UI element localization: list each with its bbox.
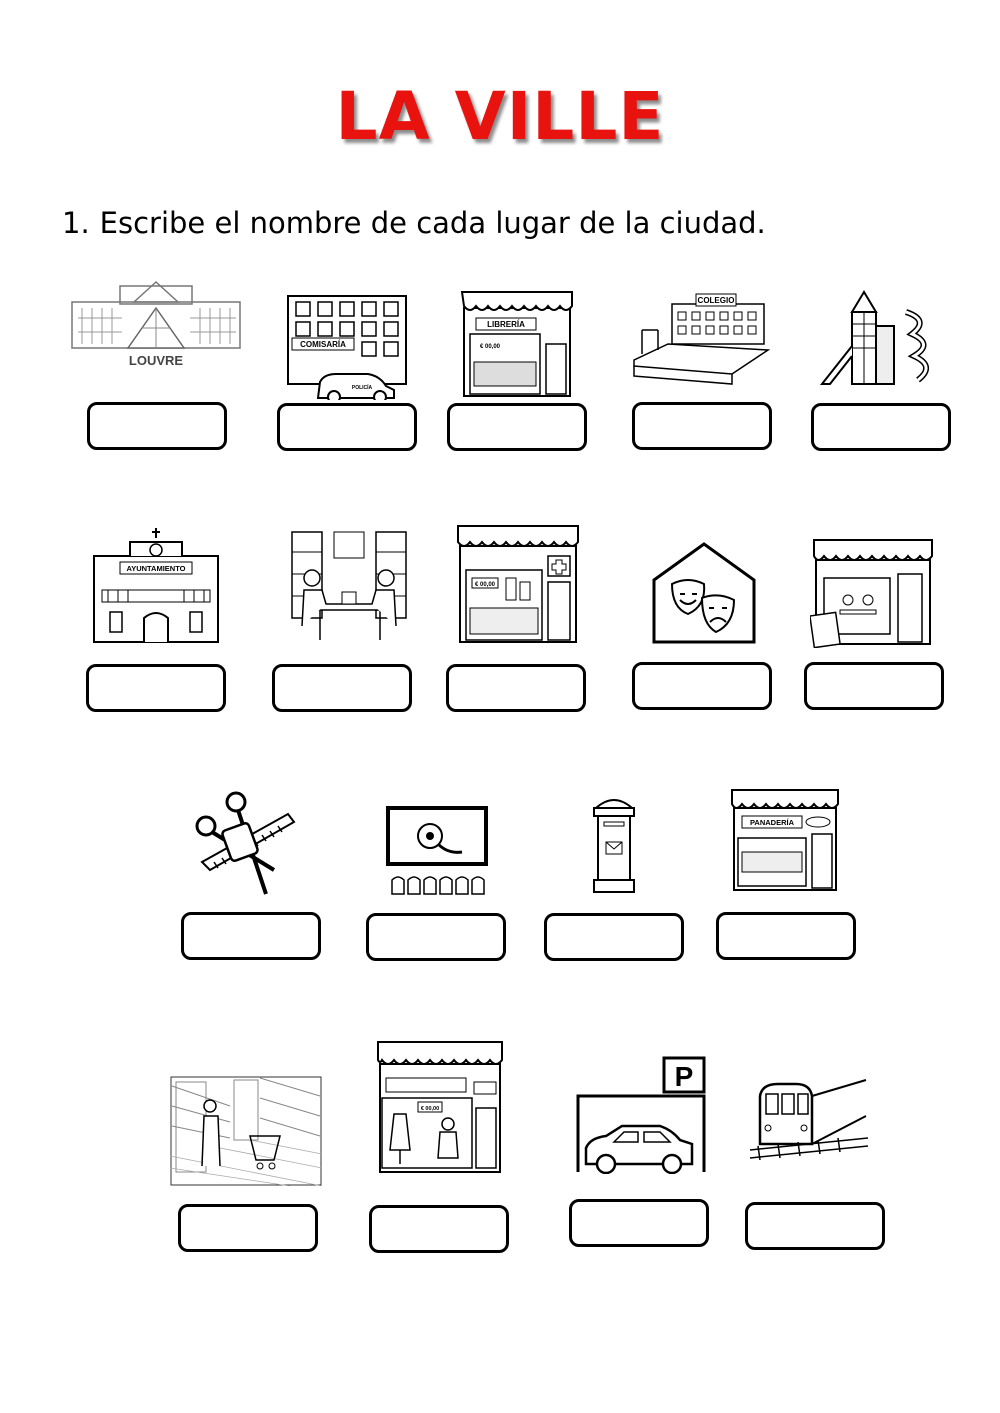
town-hall-illustration <box>90 526 222 644</box>
pharmacy-illustration <box>456 524 580 644</box>
parking-illustration <box>576 1056 706 1174</box>
bookshop-illustration <box>460 290 574 398</box>
answer-box-6[interactable] <box>86 664 226 712</box>
louvre-sign: LOUVRE <box>128 353 184 368</box>
comisaria-sign: COMISARÍA <box>300 340 346 349</box>
farmacia-price: € 00,00 <box>474 582 496 588</box>
answer-box-11[interactable] <box>181 912 321 960</box>
police-station-illustration <box>284 294 410 400</box>
answer-box-1[interactable] <box>87 402 227 450</box>
libreria-sign: LIBRERÍA <box>487 320 525 329</box>
instruction-number: 1. <box>62 206 90 240</box>
instruction-text: Escribe el nombre de cada lugar de la ciudad. <box>99 206 766 240</box>
libreria-price: € 00,00 <box>480 344 501 350</box>
answer-box-15[interactable] <box>178 1204 318 1252</box>
answer-box-2[interactable] <box>277 403 417 451</box>
train-station-illustration <box>748 1076 868 1160</box>
instruction <box>62 206 766 240</box>
colegio-sign: COLEGIO <box>697 296 735 305</box>
hairdresser-illustration <box>192 790 298 898</box>
cinema-illustration <box>386 806 488 896</box>
policia-sign: POLICÍA <box>351 385 373 391</box>
ropa-price: € 00,00 <box>420 1106 440 1112</box>
theatre-illustration <box>652 542 756 644</box>
ayuntamiento-sign: AYUNTAMIENTO <box>126 564 186 573</box>
postbox-illustration <box>590 792 638 894</box>
answer-box-3[interactable] <box>447 403 587 451</box>
bakery-illustration <box>730 788 840 892</box>
restaurant-illustration <box>810 538 934 648</box>
answer-box-5[interactable] <box>811 403 951 451</box>
school-illustration <box>632 290 770 390</box>
answer-box-12[interactable] <box>366 913 506 961</box>
answer-box-7[interactable] <box>272 664 412 712</box>
parking-sign: P <box>674 1061 694 1092</box>
answer-box-13[interactable] <box>544 913 684 961</box>
playground-illustration <box>818 290 938 386</box>
answer-box-17[interactable] <box>569 1199 709 1247</box>
answer-box-9[interactable] <box>632 662 772 710</box>
answer-box-8[interactable] <box>446 664 586 712</box>
answer-box-16[interactable] <box>369 1205 509 1253</box>
page-title: LA VILLE <box>335 78 665 155</box>
panaderia-sign: PANADERÍA <box>749 818 795 827</box>
answer-box-4[interactable] <box>632 402 772 450</box>
answer-box-14[interactable] <box>716 912 856 960</box>
library-illustration <box>290 530 408 642</box>
answer-box-18[interactable] <box>745 1202 885 1250</box>
louvre-illustration <box>70 278 242 372</box>
answer-box-10[interactable] <box>804 662 944 710</box>
supermarket-illustration <box>170 1076 322 1186</box>
clothes-shop-illustration <box>376 1040 504 1174</box>
